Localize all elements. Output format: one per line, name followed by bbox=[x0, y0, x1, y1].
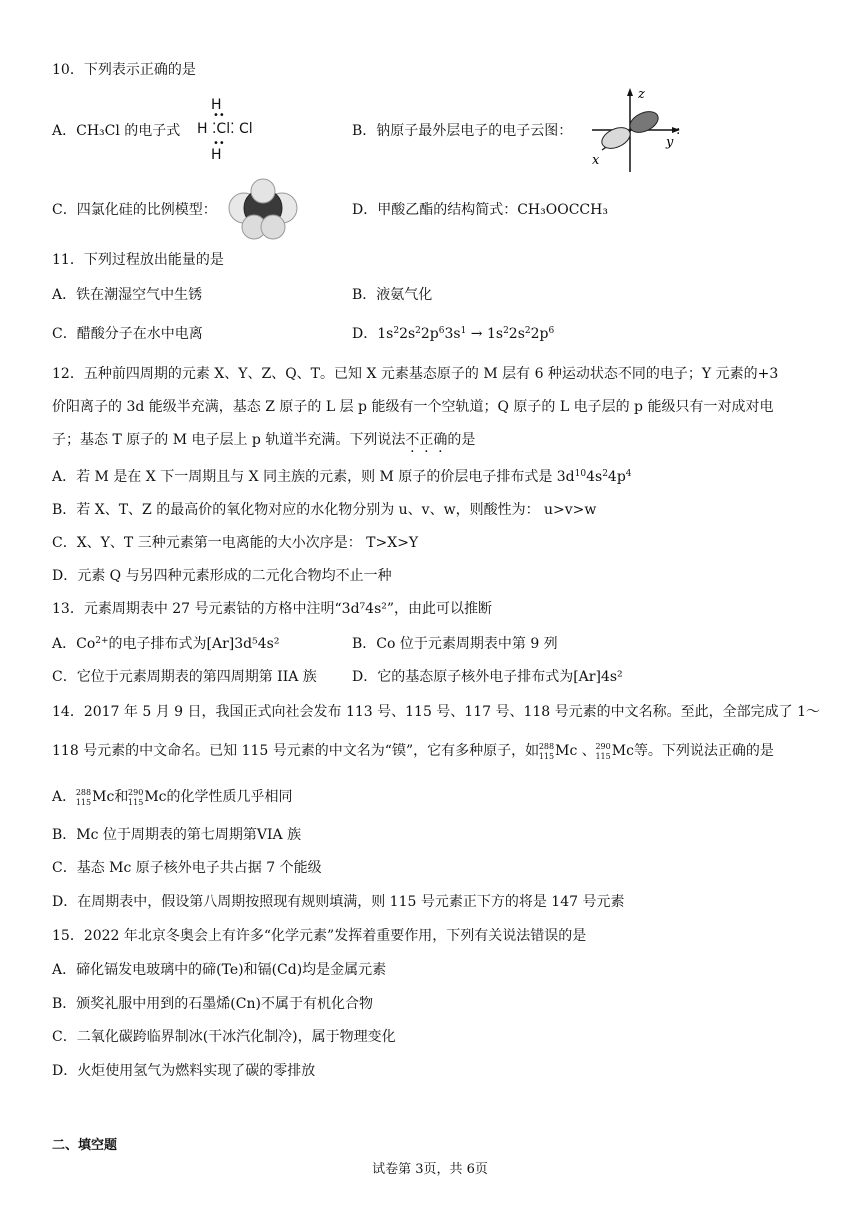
q10-stem: 10．下列表示正确的是 bbox=[52, 62, 196, 78]
q12-option-c: C．X、Y、T 三种元素第一电离能的大小次序是： T>X>Y bbox=[52, 535, 419, 551]
q15-stem: 15．2022 年北京冬奥会上有许多“化学元素”发挥着重要作用，下列有关说法错误的是 bbox=[52, 928, 587, 944]
electron-cloud-diagram bbox=[588, 86, 688, 176]
q11-stem: 11．下列过程放出能量的是 bbox=[52, 252, 224, 268]
isotope-288: 288 115 bbox=[538, 742, 555, 761]
sicl4-space-filling-model bbox=[226, 178, 300, 242]
q12-option-b: B．若 X、T、Z 的最高价的氧化物对应的水化物分别为 u、v、w，则酸性为： u>v>w bbox=[52, 502, 597, 518]
isotope-290: 290 115 bbox=[595, 742, 611, 761]
q14-option-b: B．Mc 位于周期表的第七周期第VIA 族 bbox=[52, 827, 302, 843]
q12-option-a: A．若 M 是在 X 下一周期且与 X 同主族的元素，则 M 原子的价层电子排布式是 $3d^{10}4s^24p^4$ bbox=[52, 469, 632, 485]
svg-text::: : bbox=[676, 123, 681, 138]
section-heading: 二、填空题 bbox=[52, 1138, 118, 1153]
q14-option-a: A． 288 115 Mc和 290 115 Mc的化学性质几乎相同 bbox=[52, 788, 293, 807]
q14-stem-line2: 118 号元素的中文命名。已知 115 号元素的中文名为“镆”，它有多种原子，如 288 115 Mc 、 290 115 Mc等。下列说法正确的是 bbox=[52, 742, 774, 761]
lewis-dots-bottom: •• bbox=[213, 138, 225, 149]
q10-option-b: B．钠原子最外层电子的电子云图： bbox=[352, 123, 573, 139]
lewis-h-top: H bbox=[211, 97, 222, 113]
q15-option-c: C．二氧化碳跨临界制冰(干冰汽化制冷)，属于物理变化 bbox=[52, 1029, 396, 1045]
q15-option-b: B．颁奖礼服中用到的石墨烯(Cn)不属于有机化合物 bbox=[52, 996, 373, 1012]
page-footer: 试卷第 3页，共 6页 bbox=[372, 1162, 488, 1177]
q13-option-b: B．Co 位于元素周期表中第 9 列 bbox=[352, 636, 558, 652]
q12-stem-line2: 价阳离子的 3d 能级半充满，基态 Z 原子的 L 层 p 能级有一个空轨道；Q 原子的 L 电子层的 p 能级只有一对成对电 bbox=[52, 399, 774, 415]
q14-option-d: D．在周期表中，假设第八周期按照现有规则填满，则 115 号元素正下方的将是 147 号元素 bbox=[52, 894, 625, 910]
q13-option-c: C．它位于元素周期表的第四周期第 IIA 族 bbox=[52, 669, 317, 685]
lewis-center-row: H ⁚Cl⁚ Cl bbox=[197, 121, 253, 137]
q14-option-c: C．基态 Mc 原子核外电子共占据 7 个能级 bbox=[52, 860, 322, 876]
q10-option-c: C．四氯化硅的比例模型： bbox=[52, 202, 217, 218]
q15-option-a: A．碲化镉发电玻璃中的碲(Te)和镉(Cd)均是金属元素 bbox=[52, 962, 387, 978]
q13-stem: 13．元素周期表中 27 号元素钴的方格中注明“3d⁷4s²”，由此可以推断 bbox=[52, 601, 493, 617]
q11-option-a: A．铁在潮湿空气中生锈 bbox=[52, 287, 203, 303]
q13-option-a: A．$Co^{2+}$的电子排布式为[Ar]3d⁵4s² bbox=[52, 636, 280, 652]
axis-x-label: x bbox=[592, 153, 600, 168]
q12-stem-line1: 12．五种前四周期的元素 X、Y、Z、Q、T。已知 X 元素基态原子的 M 层有 6 种运动状态不同的电子；Y 元素的+3 bbox=[52, 366, 779, 382]
axis-z-label: z bbox=[638, 87, 645, 102]
q11-option-d: D．$1s^22s^22p^63s^1 \to 1s^22s^22p^6$ bbox=[352, 326, 555, 342]
q10-option-a: A．CH₃Cl 的电子式 bbox=[52, 123, 181, 139]
q12-option-d: D．元素 Q 与另四种元素形成的二元化合物均不止一种 bbox=[52, 568, 392, 584]
q15-option-d: D．火炬使用氢气为燃料实现了碳的零排放 bbox=[52, 1063, 316, 1079]
axis-y-label: y bbox=[666, 135, 674, 150]
lewis-dots-top: •• bbox=[213, 110, 225, 121]
q12-stem-line3: 子；基态 T 原子的 M 电子层上 p 轨道半充满。下列说法不正确的是 bbox=[52, 432, 476, 448]
q10-option-d: D．甲酸乙酯的结构简式：CH₃OOCCH₃ bbox=[352, 202, 608, 218]
q11-option-c: C．醋酸分子在水中电离 bbox=[52, 326, 203, 342]
q13-option-d: D．它的基态原子核外电子排布式为[Ar]4s² bbox=[352, 669, 623, 685]
q14-stem-line1: 14．2017 年 5 月 9 日，我国正式向社会发布 113 号、115 号、117 号、118 号元素的中文名称。至此，全部完成了 1～ bbox=[52, 704, 821, 720]
lewis-h-bottom: H bbox=[211, 147, 222, 163]
q11-option-b: B．液氨气化 bbox=[352, 287, 433, 303]
